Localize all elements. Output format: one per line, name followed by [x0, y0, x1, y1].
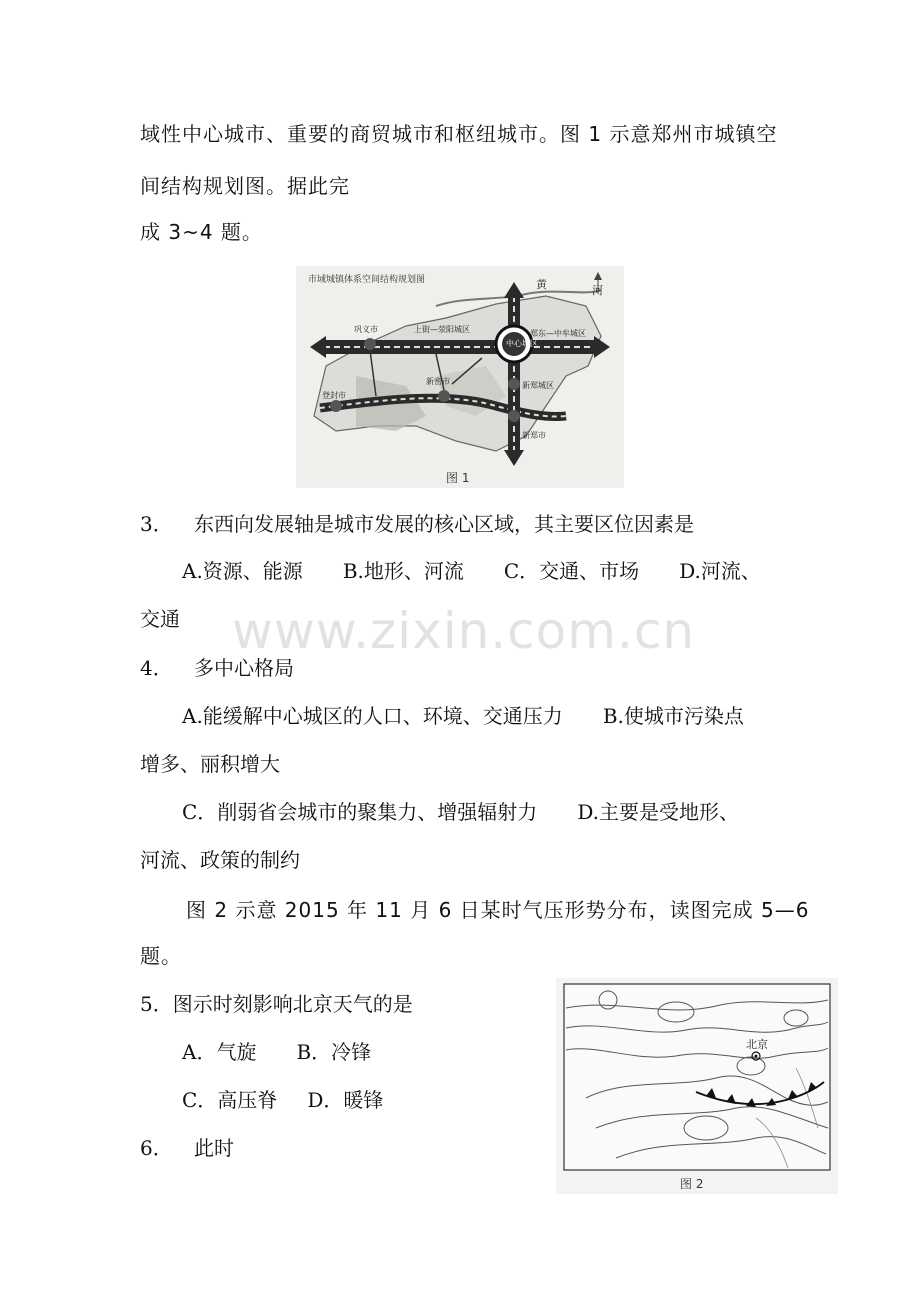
q4-stem: [140, 654, 294, 682]
intro-line-3: 成 3~4 题。: [140, 220, 263, 244]
river-label-b: 河: [592, 284, 603, 297]
label-beijing: 北京: [746, 1038, 768, 1051]
q5-option-a: A．气旋: [182, 1040, 257, 1064]
label-e-city: 新郑城区: [522, 381, 554, 390]
q4-options-cd: [182, 798, 739, 826]
q3-option-c: C．交通、市场: [503, 559, 640, 583]
label-sw-city: 登封市: [322, 391, 346, 400]
q5-stem: 5．图示时刻影响北京天气的是: [140, 992, 413, 1016]
q5-option-c: C．高压脊: [182, 1088, 278, 1112]
figure-1-map: [296, 266, 624, 488]
label-s-city: 新郑市: [522, 431, 546, 440]
q6-stem: [140, 1134, 234, 1162]
q5-options-cd: [182, 1086, 383, 1114]
label-west-city: 巩义市: [354, 325, 378, 334]
label-mid-city: 新密市: [426, 377, 450, 386]
q5-options-ab: [182, 1038, 371, 1066]
q4-option-c: C．削弱省会城市的聚集力、增强辐射力: [182, 800, 538, 824]
q4-option-d-continued: 河流、政策的制约: [140, 848, 300, 872]
label-east: 郑东—中牟城区: [530, 329, 586, 338]
q6-number: 6．: [140, 1136, 173, 1160]
intro-line-2: 间结构规划图。据此完: [140, 174, 350, 198]
q4-number: 4．: [140, 656, 173, 680]
q4-option-d: D.主要是受地形、: [577, 800, 739, 824]
intro2-line-2: 题。: [140, 944, 182, 968]
q4-option-b-continued: 增多、丽积增大: [140, 752, 280, 776]
figure-2-caption: 图 2: [680, 1177, 704, 1191]
watermark: www.zixin.com.cn: [232, 602, 696, 660]
q4-option-a: A.能缓解中心城区的人口、环境、交通压力: [182, 704, 563, 728]
q3-option-d-continued: 交通: [140, 607, 180, 631]
q5-option-d: D．暖锋: [307, 1088, 384, 1112]
q3-stem: [140, 510, 694, 538]
q3-option-b: B.地形、河流: [342, 559, 464, 583]
q3-option-a: A.资源、能源: [182, 559, 303, 583]
q4-text: 多中心格局: [194, 656, 294, 680]
label-axis: 上街—荥阳城区: [414, 325, 470, 334]
figure-1-caption: 图 1: [446, 471, 470, 485]
q4-option-b: B.使城市污染点: [602, 704, 744, 728]
map-title: 市域城镇体系空间结构规划图: [308, 275, 426, 285]
q3-text: 东西向发展轴是城市发展的核心区域，其主要区位因素是: [194, 512, 694, 536]
q4-options-ab: [182, 702, 744, 730]
q6-text: 此时: [194, 1136, 234, 1160]
figure-2-pressure-map: [556, 978, 838, 1194]
q5-option-b: B．冷锋: [296, 1040, 372, 1064]
intro-line-1: 域性中心城市、重要的商贸城市和枢纽城市。图 1 示意郑州市城镇空: [140, 122, 778, 146]
river-label-a: 黄: [536, 278, 547, 291]
q3-option-d: D.河流、: [679, 559, 761, 583]
center-city-label: 中心城区: [506, 339, 538, 348]
intro2-line-1: 图 2 示意 2015 年 11 月 6 日某时气压形势分布，读图完成 5—6: [186, 898, 810, 922]
q3-options: [182, 557, 761, 585]
q3-number: 3．: [140, 512, 173, 536]
